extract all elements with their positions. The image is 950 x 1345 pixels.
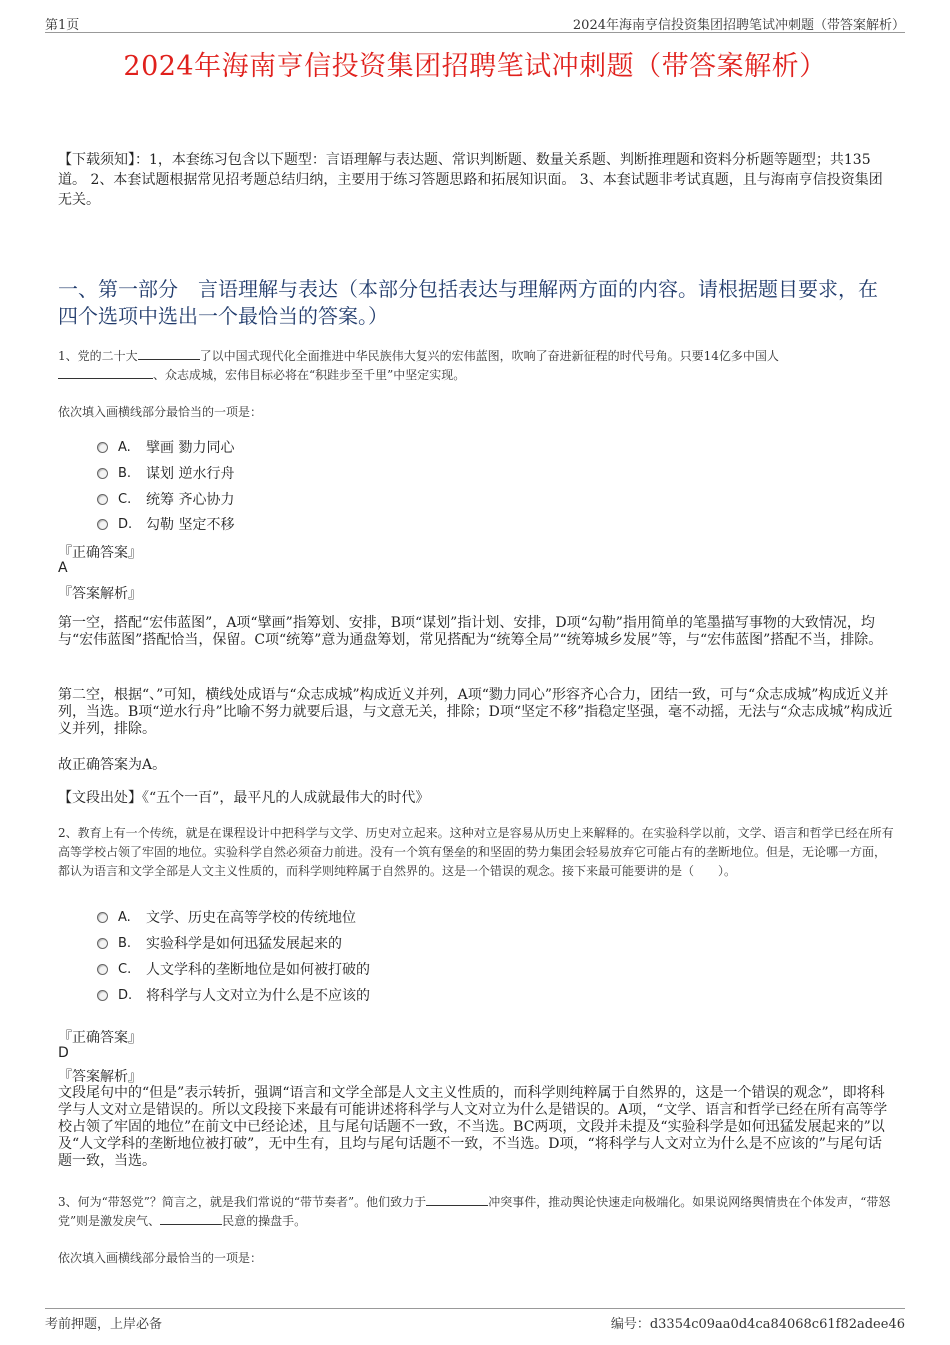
question-3-text: 冲突事件，推动舆论快速走向极端化。如果说网络舆情贵在个体发声，“带怒党”则是激发戾气、 <box>58 1195 891 1228</box>
question-2-stem: 2、教育上有一个传统，就是在课程设计中把科学与文学、历史对立起来。这种对立是容易从历史上来解释的。在实验科学以前，文学、语言和哲学已经在所有高等学校占领了牢固的地位。实验科学自然必须奋力前进。没有一个筑有堡垒的和坚固的势力集团会轻易放弃它可能占有的垄断地位。但是，无论哪一方面，都认为语言和文学全部是人文主义性质的，而科学则纯粹属于自然界的。这是一个错误的观念。接下来最可能要讲的是（ ）。 <box>58 826 894 878</box>
footer-divider <box>45 1308 905 1309</box>
q1-source: 【文段出处】《“五个一百”，最平凡的人成就最伟大的时代》 <box>58 790 430 806</box>
q1-answer: A <box>58 560 68 576</box>
q2-answer: D <box>58 1045 69 1061</box>
question-1-text: 1、党的二十大 <box>58 349 138 363</box>
question-1-instruction: 依次填入画横线部分最恰当的一项是： <box>58 405 263 419</box>
q1-analysis-paragraph-1: 第一空，搭配“宏伟蓝图”，A项“擘画”指筹划、安排，B项“谋划”指计划、安排，D项“勾勒”指用简单的笔墨描写事物的大致情况，均与“宏伟蓝图”搭配恰当，保留。C项“统筹”意为通盘筹划，常见搭配为“统筹全局”“统筹城乡发展”等，与“宏伟蓝图”搭配不当，排除。 <box>58 615 883 648</box>
q2-option-d[interactable]: D. 将科学与人文对立为什么是不应该的 <box>97 985 370 1005</box>
q1-option-c[interactable]: C. 统筹 齐心协力 <box>97 489 234 509</box>
question-3-text: 民意的操盘手。 <box>222 1214 307 1228</box>
q1-answer-label: 『正确答案』 <box>58 545 142 561</box>
fill-blank-1 <box>426 1193 488 1206</box>
section-heading: 一、第一部分 言语理解与表达（本部分包括表达与理解两方面的内容。请根据题目要求，在四个选项中选出一个最恰当的答案。） <box>58 277 878 328</box>
q1-option-b[interactable]: B. 谋划 逆水行舟 <box>97 463 234 483</box>
q2-option-c[interactable]: C. 人文学科的垄断地位是如何被打破的 <box>97 959 370 979</box>
q1-analysis-label: 『答案解析』 <box>58 586 142 602</box>
question-1-text: 了以中国式现代化全面推进中华民族伟大复兴的宏伟蓝图，吹响了奋进新征程的时代号角。只要14亿多中国人 <box>199 349 779 363</box>
question-1-text: 、众志成城，宏伟目标必将在“积跬步至千里”中坚定实现。 <box>153 368 466 382</box>
radio-icon[interactable] <box>97 442 108 453</box>
radio-icon[interactable] <box>97 990 108 1001</box>
radio-icon[interactable] <box>97 964 108 975</box>
radio-icon[interactable] <box>97 468 108 479</box>
radio-icon[interactable] <box>97 938 108 949</box>
footer-slogan: 考前押题，上岸必备 <box>45 1317 163 1332</box>
header-divider <box>45 32 905 33</box>
question-3-instruction: 依次填入画横线部分最恰当的一项是： <box>58 1251 263 1265</box>
q1-option-d[interactable]: D. 勾勒 坚定不移 <box>97 514 234 534</box>
radio-icon[interactable] <box>97 494 108 505</box>
document-title: 2024年海南亨信投资集团招聘笔试冲刺题（带答案解析） <box>123 51 827 82</box>
q2-option-b[interactable]: B. 实验科学是如何迅猛发展起来的 <box>97 933 342 953</box>
question-1-stem <box>58 347 895 385</box>
question-3-stem <box>58 1193 895 1231</box>
radio-icon[interactable] <box>97 912 108 923</box>
q1-option-a[interactable]: A. 擘画 勠力同心 <box>97 437 234 457</box>
q2-answer-label: 『正确答案』 <box>58 1030 142 1046</box>
q1-analysis-paragraph-2: 第二空，根据“、”可知，横线处成语与“众志成城”构成近义并列，A项“勠力同心”形容齐心合力，团结一致，可与“众志成城”构成近义并列，当选。B项“逆水行舟”比喻不努力就要后退，与文意无关，排除；D项“坚定不移”指稳定坚强，毫不动摇，无法与“众志成城”构成近义并列，排除。 <box>58 687 893 737</box>
q1-conclusion: 故正确答案为A。 <box>58 757 167 773</box>
footer-serial-number: 编号：d3354c09aa0d4ca84068c61f82adee46 <box>610 1317 905 1332</box>
q2-analysis: 文段尾句中的“但是”表示转折，强调“语言和文学全部是人文主义性质的，而科学则纯粹属于自然界的，这是一个错误的观念”，即将科学与人文对立是错误的。所以文段接下来最有可能讲述将科学与人文对立为什么是错误的。A项，“文学、语言和哲学已经在所有高等学校占领了牢固的地位”在前文中已经论述，且与尾句话题不一致，不当选。BC两项，文段并未提及“实验科学是如何迅猛发展起来的”以及“人文学科的垄断地位被打破”，无中生有，且均与尾句话题不一致，不当选。D项，“将科学与人文对立为什么是不应该的”与尾句话题一致，当选。 <box>58 1085 888 1169</box>
radio-icon[interactable] <box>97 519 108 530</box>
fill-blank-2 <box>160 1212 222 1225</box>
page-number: 第1页 <box>45 18 80 33</box>
fill-blank-1 <box>138 347 200 360</box>
q2-analysis-label: 『答案解析』 <box>58 1069 142 1085</box>
header-doc-title: 2024年海南亨信投资集团招聘笔试冲刺题（带答案解析） <box>572 18 905 33</box>
download-notice: 【下载须知】：1，本套练习包含以下题型：言语理解与表达题、常识判断题、数量关系题、判断推理题和资料分析题等题型；共135道。 2、本套试题根据常见招考题总结归纳，主要用于练习答题思路和拓展知识面。 3、本套试题非考试真题，且与海南亨信投资集团无关。 <box>58 152 883 208</box>
q2-option-a[interactable]: A. 文学、历史在高等学校的传统地位 <box>97 907 356 927</box>
fill-blank-2 <box>58 366 153 379</box>
question-3-text: 3、何为“带怒党”？简言之，就是我们常说的“带节奏者”。他们致力于 <box>58 1195 427 1209</box>
